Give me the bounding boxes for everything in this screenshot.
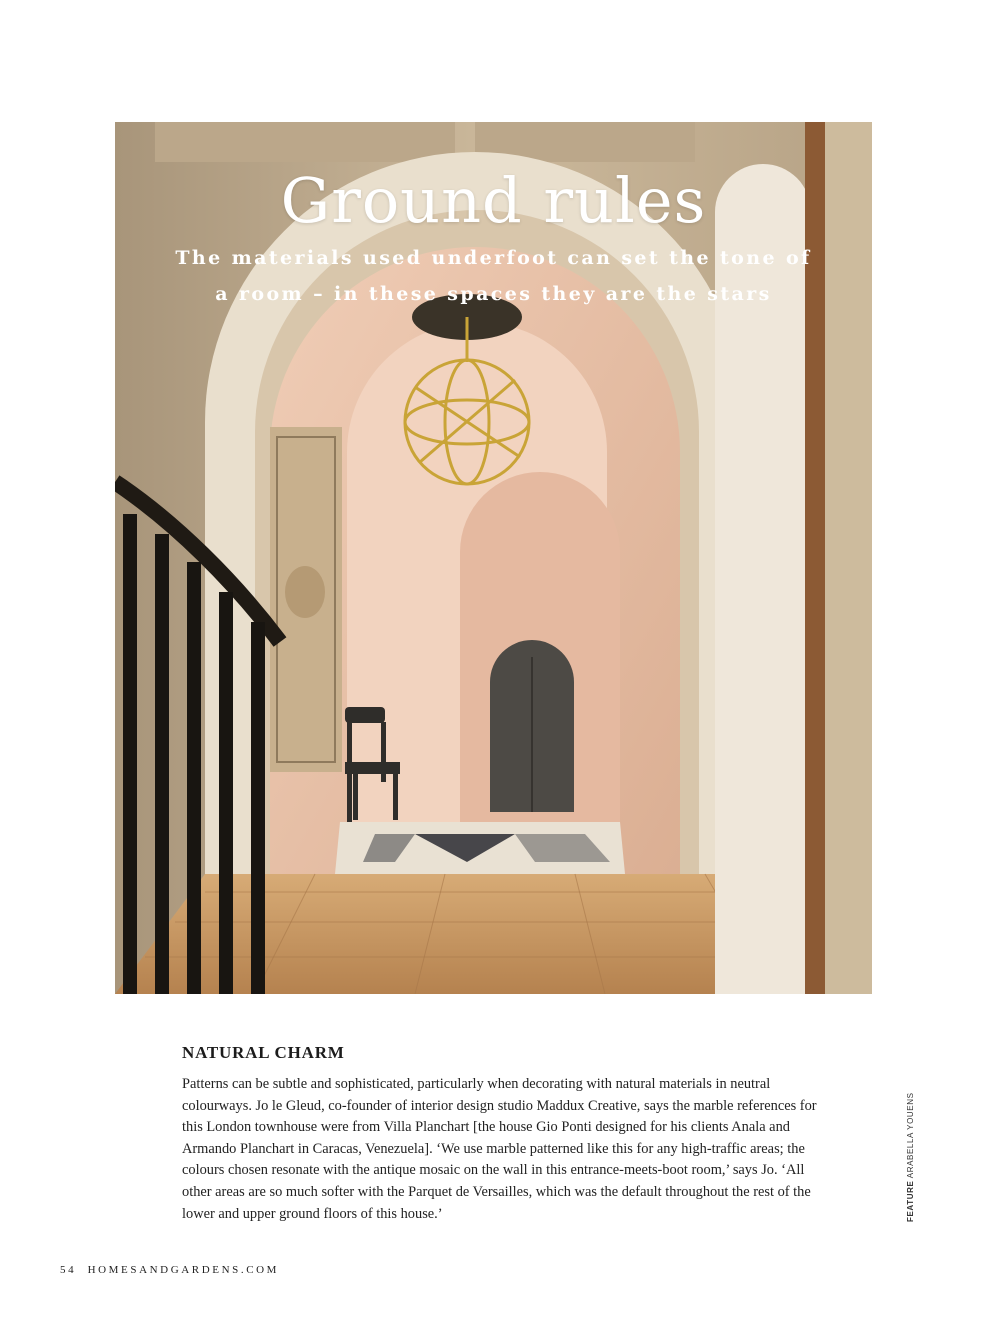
credit-label: FEATURE [906, 1180, 915, 1222]
page-number: 54 [60, 1264, 77, 1276]
ceiling-panel [155, 122, 455, 162]
article-body: Patterns can be subtle and sophisticated, particularly when decorating with natural materials in neutral colourways. Jo le Gleud, co-founder of interior design studio Maddux Creative, says the marble references for this London townhouse were from Villa Planchart [the house Gio Ponti designed for his clients Anala and Armando Planchart in Caracas, Venezuela]. ‘We use marble patterned like this for any high-traffic areas; the colours chosen resonate with the antique mosaic on the wall in this entrance-meets-boot room,’ says Jo. ‘All other areas are so much softer with the Parquet de Versailles, which was the default throughout the rest of the lower and upper ground floors of this house.’ [182, 1076, 817, 1222]
headline: Ground rules [280, 164, 707, 237]
section-heading: NATURAL CHARM [182, 1043, 345, 1062]
credit-name: ARABELLA YOUENS [906, 1092, 915, 1179]
site-url: HOMESANDGARDENS.COM [87, 1264, 280, 1276]
standfirst: The materials used underfoot can set the tone of a room – in these spaces they are the stars [175, 247, 812, 305]
hero-photo [115, 122, 872, 994]
page-footer [60, 1264, 279, 1276]
photo-credit [906, 1092, 915, 1222]
